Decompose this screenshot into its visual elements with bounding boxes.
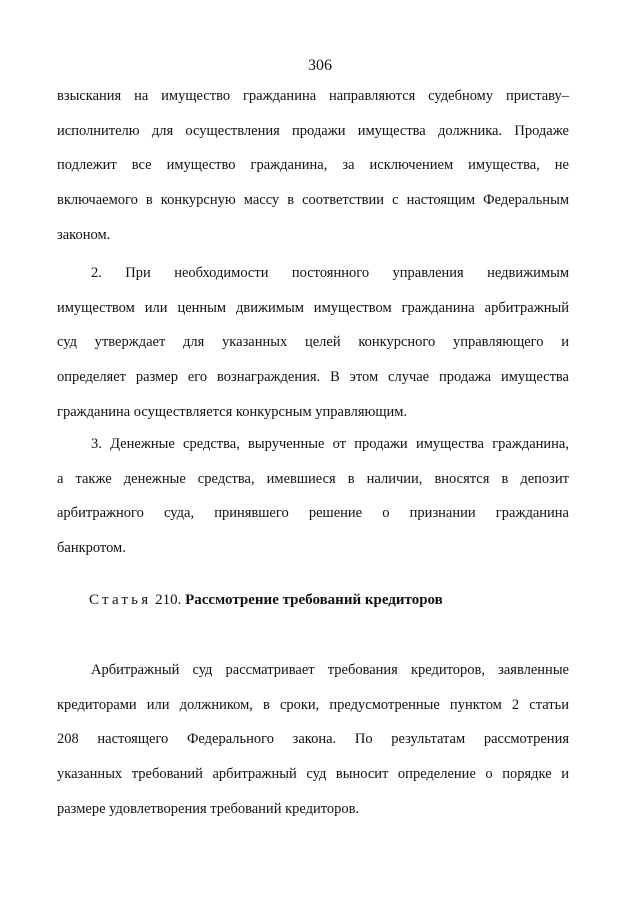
text-line: размере удовлетворения требований кредиторов.: [57, 800, 360, 817]
text-line: имуществом или ценным движимым имуществом гражданина арбитражный: [57, 299, 569, 316]
text-line: 3. Денежные средства, вырученные от продажи имущества гражданина,: [91, 436, 569, 452]
article-label: Статья: [89, 592, 152, 608]
paragraph-1: [57, 79, 569, 252]
text-line: включаемого в конкурсную массу в соответствии с настоящим Федеральным: [57, 192, 569, 209]
text-line: исполнителю для осуществления продажи имущества должника. Продаже: [57, 122, 569, 139]
text-line: подлежит все имущество гражданина, за исключением имущества, не: [57, 157, 569, 174]
paragraph-3: [57, 427, 569, 566]
article-title: Рассмотрение требований кредиторов: [185, 592, 443, 608]
text-line: суд утверждает для указанных целей конкурсного управляющего и: [57, 334, 569, 351]
text-line: указанных требований арбитражный суд выносит определение о порядке и: [57, 766, 569, 783]
text-line: определяет размер его вознаграждения. В этом случае продажа имущества: [57, 369, 569, 386]
text-line: взыскания на имущество гражданина направляются судебному приставу–: [57, 88, 569, 104]
article-number: 210.: [155, 592, 182, 608]
text-line: 208 настоящего Федерального закона. По результатам рассмотрения: [57, 731, 569, 748]
text-line: гражданина осуществляется конкурсным управляющим.: [57, 403, 408, 420]
paragraph-2: [57, 256, 569, 429]
text-line: банкротом.: [57, 540, 126, 557]
text-line: Арбитражный суд рассматривает требования кредиторов, заявленные: [91, 662, 569, 678]
article-heading: [89, 592, 443, 609]
page-number: 306: [308, 57, 332, 74]
paragraph-4: [57, 653, 569, 826]
text-line: а также денежные средства, имевшиеся в наличии, вносятся в депозит: [57, 470, 569, 487]
text-line: арбитражного суда, принявшего решение о признании гражданина: [57, 505, 569, 522]
text-line: кредиторами или должником, в сроки, предусмотренные пунктом 2 статьи: [57, 696, 569, 713]
text-line: 2. При необходимости постоянного управления недвижимым: [91, 265, 569, 281]
text-line: законом.: [57, 226, 111, 243]
